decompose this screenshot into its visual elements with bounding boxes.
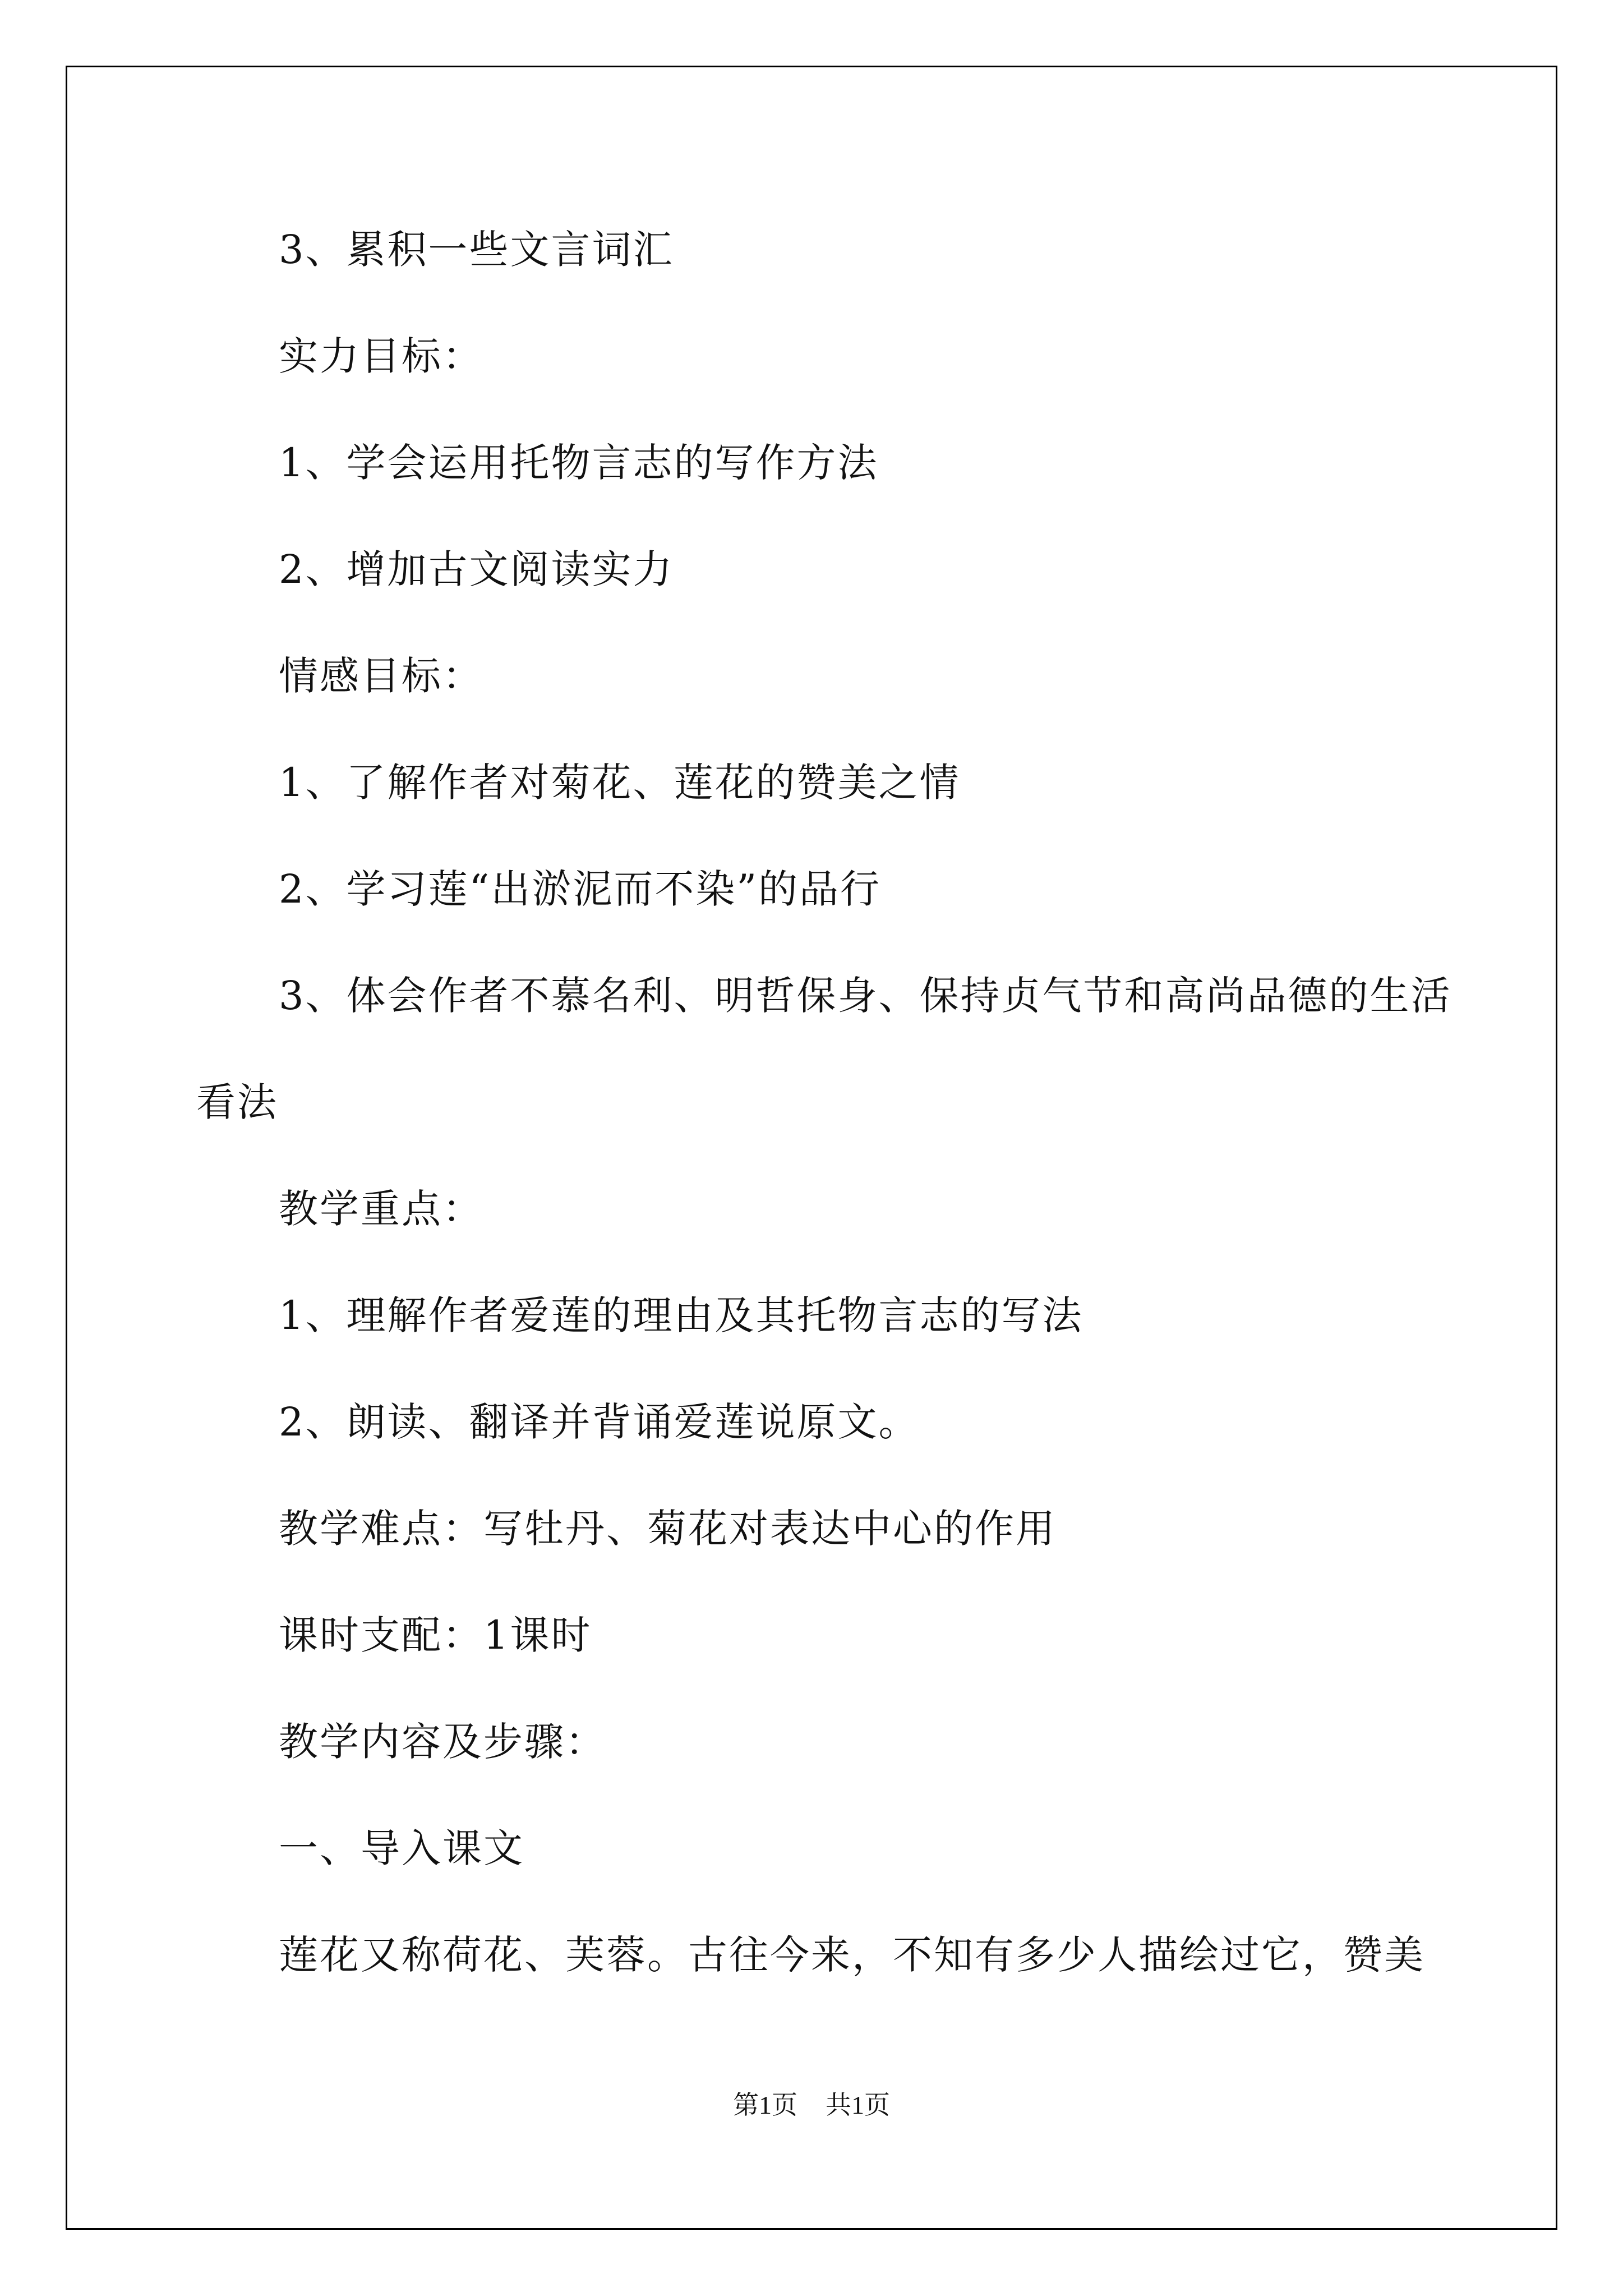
section-heading: 情感目标： [279,653,483,699]
paragraph-line: 3、体会作者不慕名利、明哲保身、保持贞气节和高尚品德的生活 [279,973,1452,1019]
page-border [66,66,1557,2230]
page-number-total: 共1页 [826,2091,890,2119]
section-heading: 教学内容及步骤： [279,1719,606,1765]
page-number-current: 第1页 [733,2091,797,2119]
paragraph-line: 3、累积一些文言词汇 [279,227,674,273]
paragraph-line: 1、理解作者爱莲的理由及其托物言志的写法 [279,1292,1083,1338]
page-footer [0,2088,1623,2122]
section-heading: 教学重点： [279,1186,483,1232]
paragraph-line: 课时支配：1课时 [279,1612,592,1658]
paragraph-line: 莲花又称荷花、芙蓉。古往今来，不知有多少人描绘过它，赞美 [279,1932,1425,1978]
paragraph-line-continuation: 看法 [196,1079,278,1125]
section-heading: 一、导入课文 [279,1825,524,1871]
paragraph-line: 2、朗读、翻译并背诵爱莲说原文。 [279,1399,920,1445]
paragraph-line: 教学难点：写牡丹、菊花对表达中心的作用 [279,1506,1057,1552]
paragraph-line: 2、增加古文阅读实力 [279,546,674,592]
paragraph-line: 2、学习莲“出淤泥而不染”的品行 [279,866,882,912]
paragraph-line: 1、了解作者对菊花、莲花的赞美之情 [279,760,961,806]
section-heading: 实力目标： [279,333,483,379]
paragraph-line: 1、学会运用托物言志的写作方法 [279,440,879,486]
